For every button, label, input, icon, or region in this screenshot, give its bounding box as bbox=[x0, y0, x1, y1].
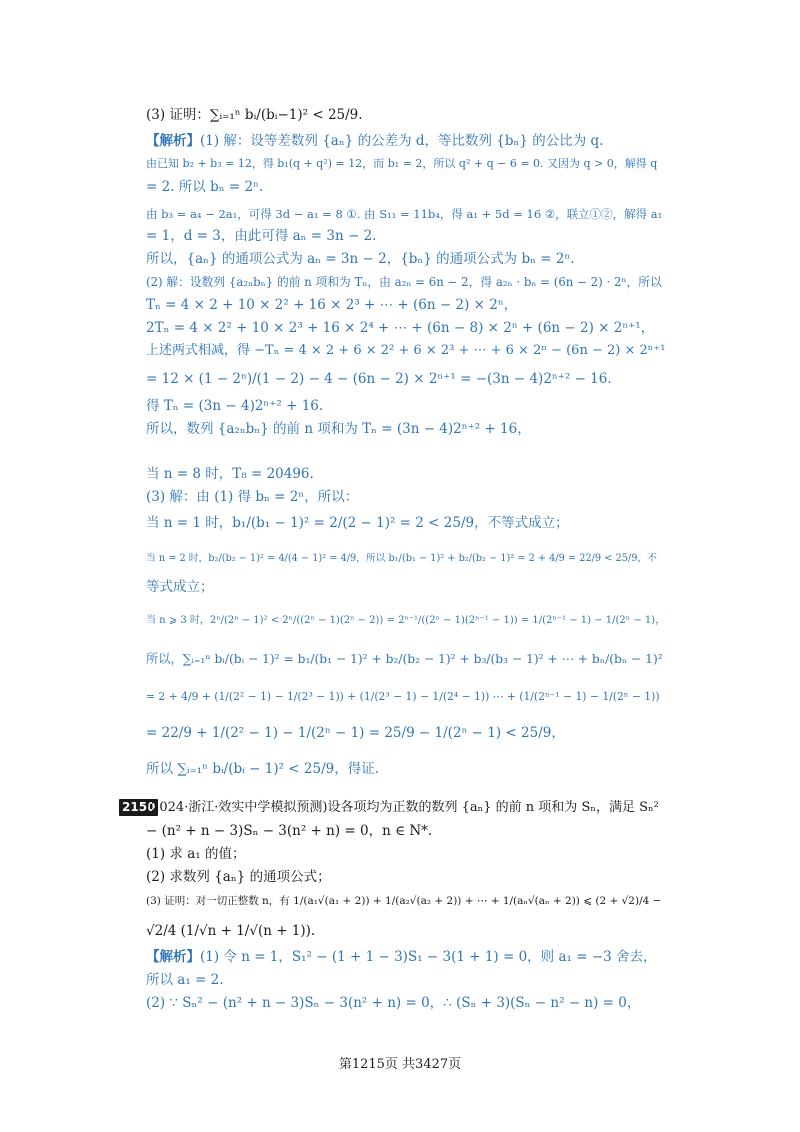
analysis-line-20: 所以，∑ᵢ₌₁ⁿ bᵢ/(bᵢ − 1)² = b₁/(b₁ − 1)² + b₂/(b₂ − 1)² + b₃/(b₃ − 1)² + ⋯ + bₙ/(bₙ − 1)² bbox=[146, 652, 663, 666]
solution-line-3: (2) ∵ Sₙ² − (n² + n − 3)Sₙ − 3(n² + n) = 0，∴ (Sₙ + 3)(Sₙ − n² − n) = 0， bbox=[146, 995, 641, 1011]
analysis-line-14: 当 n = 8 时，T₈ = 20496. bbox=[146, 466, 314, 482]
analysis-line-15: (3) 解：由 (1) 得 bₙ = 2ⁿ，所以： bbox=[146, 489, 359, 505]
analysis-line-13: 所以，数列 {a₂ₙbₙ} 的前 n 项和为 Tₙ = (3n − 4)2ⁿ⁺² + 16， bbox=[146, 421, 531, 437]
analysis-line-6: 所以，{aₙ} 的通项公式为 aₙ = 3n − 2，{bₙ} 的通项公式为 bₙ = 2ⁿ. bbox=[146, 251, 575, 267]
question-3-line-2: √2/4 (1/√n + 1/√(n + 1)). bbox=[146, 923, 316, 939]
analysis-line-19: 当 n ⩾ 3 时，2ⁿ/(2ⁿ − 1)² < 2ⁿ/((2ⁿ − 1)(2ⁿ − 2)) = 2ⁿ⁻¹/((2ⁿ − 1)(2ⁿ⁻¹ − 1)) = 1/(2ⁿ⁻¹ − 1) − 1/(2ⁿ − 1)， bbox=[146, 615, 666, 626]
solution-line-1: 【解析】(1) 令 n = 1，S₁² − (1 + 1 − 3)S₁ − 3(1 + 1) = 0，则 a₁ = −3 舍去， bbox=[146, 949, 657, 965]
part3-statement: (3) 证明：∑ᵢ₌₁ⁿ bᵢ/(bᵢ−1)² < 25/9. bbox=[146, 107, 363, 123]
analysis-line-1: 【解析】(1) 解：设等差数列 {aₙ} 的公差为 d，等比数列 {bₙ} 的公比为 q. bbox=[146, 133, 604, 149]
analysis-line-2: 由已知 b₂ + b₃ = 12，得 b₁(q + q²) = 12，而 b₁ = 2，所以 q² + q − 6 = 0. 又因为 q > 0，解得 q bbox=[146, 157, 658, 170]
analysis-line-9: 2Tₙ = 4 × 2² + 10 × 2³ + 16 × 2⁴ + ⋯ + (6n − 8) × 2ⁿ + (6n − 2) × 2ⁿ⁺¹， bbox=[146, 320, 655, 336]
analysis-line-7: (2) 解：设数列 {a₂ₙbₙ} 的前 n 项和为 Tₙ，由 a₂ₙ = 6n − 2，得 a₂ₙ · bₙ = (6n − 2) · 2ⁿ，所以 bbox=[146, 275, 662, 289]
analysis-line-12: 得 Tₙ = (3n − 4)2ⁿ⁺² + 16. bbox=[146, 398, 324, 414]
page-footer: 第1215页 共3427页 bbox=[338, 1057, 462, 1072]
analysis-line-4: 由 b₃ = a₄ − 2a₁，可得 3d − a₁ = 8 ①. 由 S₁₁ = 11b₄，得 a₁ + 5d = 16 ②，联立①②，解得 a₁ bbox=[146, 207, 663, 221]
analysis-line-3: = 2. 所以 bₙ = 2ⁿ. bbox=[146, 179, 264, 195]
problem-statement-line-2: − (n² + n − 3)Sₙ − 3(n² + n) = 0，n ∈ N*. bbox=[146, 823, 433, 839]
analysis-label: 【解析】 bbox=[146, 133, 200, 149]
solution-line-2: 所以 a₁ = 2. bbox=[146, 972, 224, 988]
analysis-line-22: = 22/9 + 1/(2² − 1) − 1/(2ⁿ − 1) = 25/9 − 1/(2ⁿ − 1) < 25/9， bbox=[146, 725, 565, 741]
analysis-line-10: 上述两式相减，得 −Tₙ = 4 × 2 + 6 × 2² + 6 × 2³ + ⋯ + 6 × 2ⁿ − (6n − 2) × 2ⁿ⁺¹ bbox=[146, 343, 666, 358]
question-1: (1) 求 a₁ 的值； bbox=[146, 846, 246, 862]
analysis-line-18: 等式成立； bbox=[146, 579, 214, 595]
problem-statement-line-1: (2024·浙江·效实中学模拟预测)设各项均为正数的数列 {aₙ} 的前 n 项和为 Sₙ，满足 Sₙ² bbox=[146, 800, 659, 815]
analysis-line-17: 当 n = 2 时，b₂/(b₂ − 1)² = 4/(4 − 1)² = 4/9，所以 b₁/(b₁ − 1)² + b₂/(b₂ − 1)² = 2 + 4/9 = 22/9 < 25/9，不 bbox=[146, 553, 657, 564]
question-3-line-1: (3) 证明：对一切正整数 n，有 1/(a₁√(a₁ + 2)) + 1/(a₂√(a₂ + 2)) + ⋯ + 1/(aₙ√(aₙ + 2)) ⩽ (2 + √2)/4 − bbox=[146, 895, 662, 907]
analysis-line-8: Tₙ = 4 × 2 + 10 × 2² + 16 × 2³ + ⋯ + (6n − 2) × 2ⁿ， bbox=[146, 297, 518, 313]
analysis-line-23: 所以 ∑ᵢ₌₁ⁿ bᵢ/(bᵢ − 1)² < 25/9，得证. bbox=[146, 761, 380, 777]
solution-analysis-label: 【解析】 bbox=[146, 949, 200, 965]
analysis-line-5: = 1，d = 3，由此可得 aₙ = 3n − 2. bbox=[146, 228, 377, 244]
analysis-line-11: = 12 × (1 − 2ⁿ)/(1 − 2) − 4 − (6n − 2) × 2ⁿ⁺¹ = −(3n − 4)2ⁿ⁺² − 16. bbox=[146, 371, 612, 387]
analysis-line-21: = 2 + 4/9 + (1/(2² − 1) − 1/(2³ − 1)) + (1/(2³ − 1) − 1/(2⁴ − 1)) ⋯ + (1/(2ⁿ⁻¹ − 1) − 1/(2ⁿ − 1)) bbox=[146, 690, 660, 703]
problem-number-badge: 2150 bbox=[119, 799, 158, 816]
analysis-line-16: 当 n = 1 时，b₁/(b₁ − 1)² = 2/(2 − 1)² = 2 < 25/9，不等式成立； bbox=[146, 515, 569, 531]
question-2: (2) 求数列 {aₙ} 的通项公式； bbox=[146, 869, 331, 885]
